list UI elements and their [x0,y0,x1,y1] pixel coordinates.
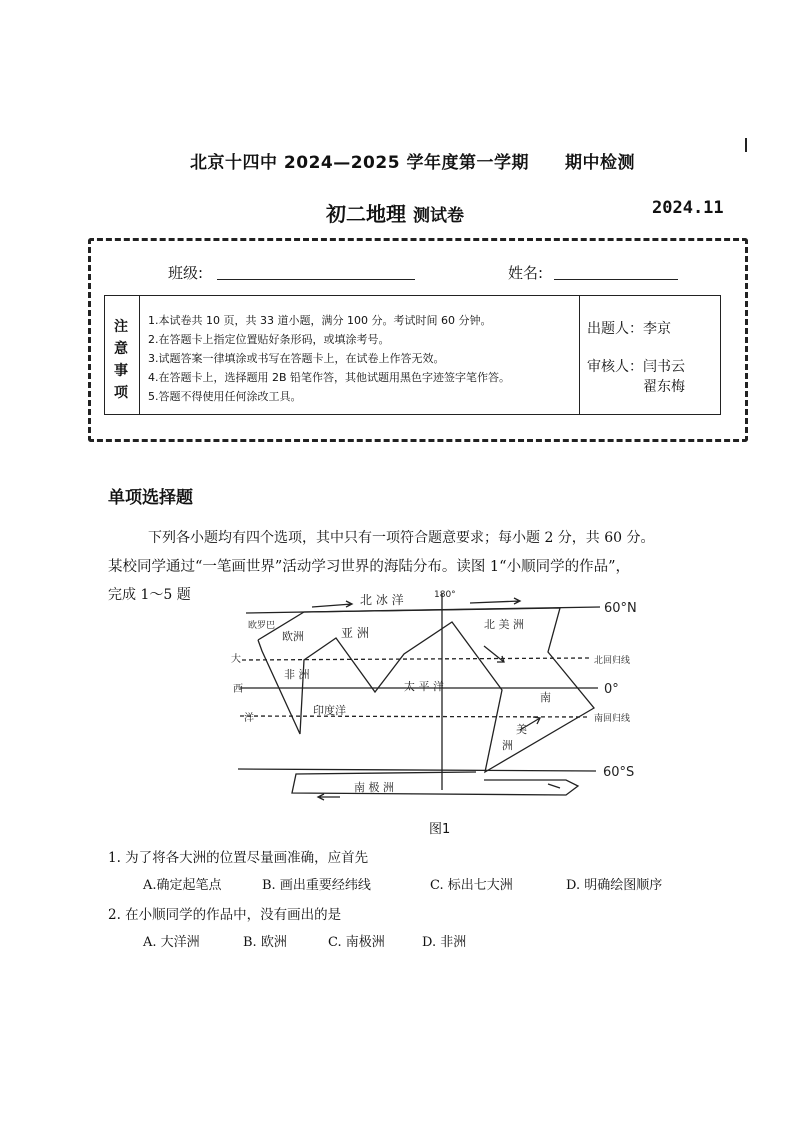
notice-heading-char: 意 [114,341,128,357]
notice-heading-char: 项 [114,385,128,401]
passage-line-2: 完成 1～5 题 [108,587,191,603]
author-label: 出题人：李京 [587,321,671,337]
notice-rule: 1.本试卷共 10 页，共 33 道小题，满分 100 分。考试时间 60 分钟。 [148,314,492,327]
label-antarctica: 南 极 洲 [354,781,394,794]
notice-heading-char: 注 [114,319,128,335]
figure-caption: 图1 [429,822,451,837]
name-label: 姓名: [508,264,544,282]
label-pacific: 太 平 洋 [404,680,444,693]
page-edge-mark [745,138,747,152]
question-1-stem: 1. 为了将各大洲的位置尽量画准确，应首先 [108,850,369,866]
question-1-option-c[interactable]: C. 标出七大洲 [430,878,513,893]
subject-title [326,198,464,227]
tropic-n-line [242,658,590,660]
label-lat-0: 0° [604,682,619,697]
notice-rule: 4.在答题卡上，选择题用 2B 铅笔作答，其他试题用黑色字迹签字笔作答。 [148,371,511,384]
label-north-america: 北 美 洲 [484,618,524,631]
label-indian: 印度洋 [313,704,346,717]
label-tropic-s: 南回归线 [594,714,631,724]
question-2-option-c[interactable]: C. 南极洲 [328,935,385,950]
notice-table [104,295,721,415]
latitude-60s-line [238,769,596,771]
exam-date: 2024.11 [652,198,724,218]
label-arctic: 北 冰 洋 [360,593,404,607]
exam-title-main: 北京十四中 2024—2025 学年度第一学期 [190,153,529,173]
question-1-option-b[interactable]: B. 画出重要经纬线 [262,878,371,893]
label-sa-nan: 南 [540,691,551,704]
notice-heading-char: 事 [114,363,128,379]
notice-divider [579,296,581,414]
label-atlantic-yang: 洋 [244,713,254,724]
class-field[interactable] [217,261,415,280]
notice-rule: 2.在答题卡上指定位置贴好条形码，或填涂考号。 [148,333,390,346]
label-sa-mei: 美 [516,723,527,736]
label-sa-zhou: 洲 [502,739,513,752]
question-2-option-a[interactable]: A. 大洋洲 [143,935,200,950]
class-label: 班级: [168,264,204,282]
subject-suffix: 测试卷 [412,206,464,226]
label-tropic-n: 北回归线 [594,656,631,666]
exam-title [190,148,635,173]
label-africa: 非 洲 [284,668,310,681]
passage-line-1: 某校同学通过“一笔画世界”活动学习世界的海陆分布。读图 1“小顺同学的作品”， [108,559,630,575]
section-title: 单项选择题 [108,488,193,508]
notice-heading-cell [105,296,140,414]
name-field[interactable] [554,261,678,280]
notice-rule: 3.试题答案一律填涂或书写在答题卡上，在试卷上作答无效。 [148,352,445,365]
question-2-option-d[interactable]: D. 非洲 [422,935,467,950]
exam-title-type: 期中检测 [564,153,635,173]
question-2-option-b[interactable]: B. 欧洲 [243,935,287,950]
label-lat-60n: 60°N [604,601,637,616]
question-1-option-d[interactable]: D. 明确绘图顺序 [566,878,663,893]
notice-rule: 5.答题不得使用任何涂改工具。 [148,390,302,403]
label-atlantic-xi: 西 [233,684,243,695]
label-europe: 欧洲 [282,630,304,643]
section-intro: 下列各小题均有四个选项，其中只有一项符合题意要求；每小题 2 分，共 60 分。 [148,530,655,546]
world-map-figure [228,586,672,804]
label-lat-60s: 60°S [603,765,635,780]
label-atlantic-da: 大 [231,654,241,665]
reviewer-2: 翟东梅 [643,379,685,395]
subject-name: 初二地理 [326,202,406,226]
question-2-stem: 2. 在小顺同学的作品中，没有画出的是 [108,907,342,923]
label-lon-180: 180° [434,590,456,600]
label-asia: 亚 洲 [341,626,369,640]
label-europe-left: 欧罗巴 [248,621,276,631]
reviewer-label: 审核人：闫书云 [587,359,685,375]
question-1-option-a[interactable]: A.确定起笔点 [143,878,222,893]
